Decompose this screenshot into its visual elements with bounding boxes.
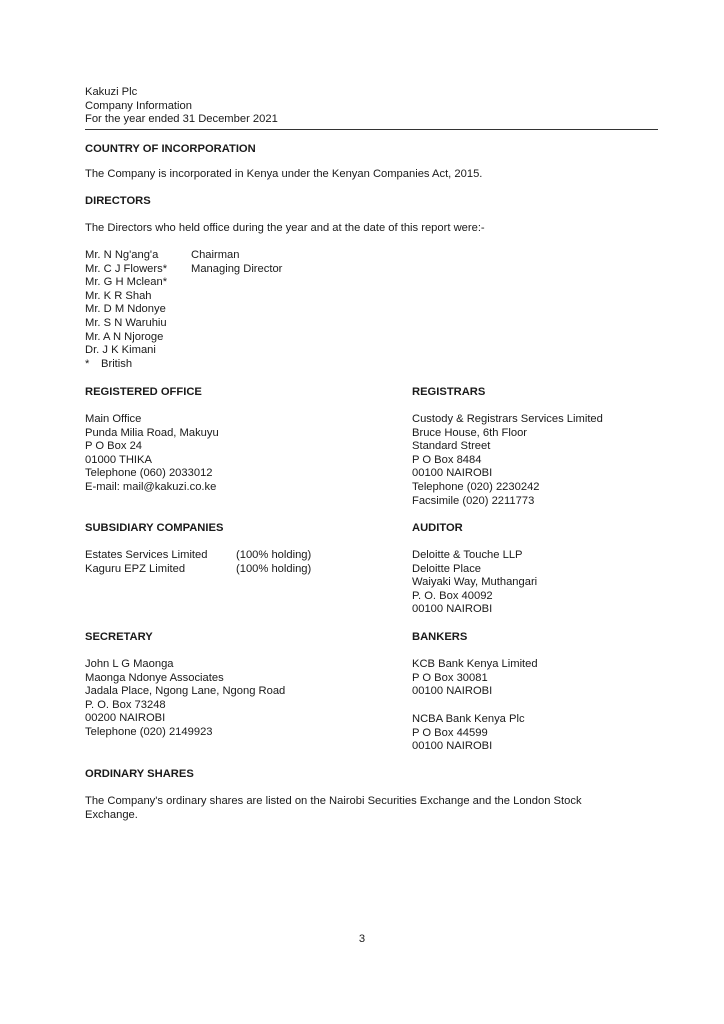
director-row [85,317,282,331]
address-line: 00100 NAIROBI [412,740,493,753]
page-number: 3 [358,933,366,945]
company-name: Kakuzi Plc [85,86,138,98]
address-line: Maonga Ndonye Associates [85,671,224,684]
address-line: P O Box 24 [85,440,143,453]
footnote-mark: * [85,357,90,370]
address-line: NCBA Bank Kenya Plc [412,713,525,725]
footnote-text: British [101,357,133,370]
address-line: P O Box 30081 [412,671,488,684]
director-name: Mr. K R Shah [85,289,152,302]
address-line: 01000 THIKA [85,453,152,466]
director-row [85,290,282,304]
bank-ncba-address [412,713,525,754]
address-line: P O Box 44599 [412,726,488,739]
subsidiary-holding: (100% holding) [236,562,312,575]
incorporation-heading: COUNTRY OF INCORPORATION [85,143,256,155]
subsidiary-name: Kaguru EPZ Limited [85,562,186,575]
address-line: Telephone (020) 2230242 [412,480,540,493]
registrars-address [412,413,603,508]
director-row [85,263,282,277]
subsidiary-holding: (100% holding) [236,549,312,561]
page-header [85,86,658,127]
director-name: Mr. D M Ndonye [85,303,166,316]
secretary-heading: SECRETARY [85,631,153,643]
address-line: Punda Milia Road, Makuyu [85,426,219,439]
director-role: Chairman [191,249,240,261]
address-line: P. O. Box 40092 [412,589,493,602]
shares-text [85,795,582,822]
address-line: 00200 NAIROBI [85,712,166,725]
director-row [85,276,282,290]
directors-intro: The Directors who held office during the year and at the date of this report were:- [85,222,485,234]
director-name: Mr. G H Mclean* [85,276,168,289]
directors-heading: DIRECTORS [85,195,151,207]
address-line: Deloitte Place [412,562,482,575]
address-line: P O Box 8484 [412,453,482,466]
director-row [85,249,282,263]
director-name: Dr. J K Kimani [85,344,156,357]
address-line: P. O. Box 73248 [85,698,166,711]
address-line: John L G Maonga [85,658,174,670]
directors-list [85,249,282,371]
director-row [85,331,282,345]
address-line: Facsimile (020) 2211773 [412,494,535,507]
bankers-heading: BANKERS [412,631,468,643]
registered-office-address [85,413,219,495]
address-line: Main Office [85,413,142,425]
director-name: Mr. C J Flowers* [85,262,168,275]
director-name: Mr. N Ng'ang'a [85,249,159,261]
incorporation-text: The Company is incorporated in Kenya under the Kenyan Companies Act, 2015. [85,168,483,180]
subsidiaries-list [85,549,311,576]
address-line: 00100 NAIROBI [412,603,493,616]
director-role: Managing Director [191,262,283,275]
address-line: 00100 NAIROBI [412,685,493,698]
address-line: Standard Street [412,440,491,453]
registered-office-heading: REGISTERED OFFICE [85,386,202,398]
shares-text-line: The Company's ordinary shares are listed on the Nairobi Securities Exchange and the London Stock [85,795,582,807]
subsidiary-row [85,549,311,563]
address-line: Telephone (060) 2033012 [85,467,213,480]
reporting-period: For the year ended 31 December 2021 [85,113,278,126]
secretary-address [85,658,285,740]
address-line: Waiyaki Way, Muthangari [412,576,538,589]
address-line: KCB Bank Kenya Limited [412,658,538,670]
registrars-heading: REGISTRARS [412,386,486,398]
director-name: Mr. A N Njoroge [85,330,164,343]
address-line: Telephone (020) 2149923 [85,725,213,738]
address-line: 00100 NAIROBI [412,467,493,480]
subsidiaries-heading: SUBSIDIARY COMPANIES [85,522,224,534]
address-line: Jadala Place, Ngong Lane, Ngong Road [85,685,286,698]
header-divider [85,129,658,130]
auditor-heading: AUDITOR [412,522,463,534]
shares-heading: ORDINARY SHARES [85,768,194,780]
address-line: Bruce House, 6th Floor [412,426,528,439]
address-line: Custody & Registrars Services Limited [412,413,603,425]
address-line: Deloitte & Touche LLP [412,549,523,561]
shares-text-line: Exchange. [85,808,138,821]
subsidiary-name: Estates Services Limited [85,549,208,561]
document-title: Company Information [85,99,192,112]
bank-kcb-address [412,658,538,699]
address-line: E-mail: mail@kakuzi.co.ke [85,480,217,493]
auditor-address [412,549,537,617]
subsidiary-row [85,563,311,577]
director-row [85,344,282,358]
director-name: Mr. S N Waruhiu [85,316,167,329]
director-row [85,303,282,317]
directors-footnote [85,358,282,372]
